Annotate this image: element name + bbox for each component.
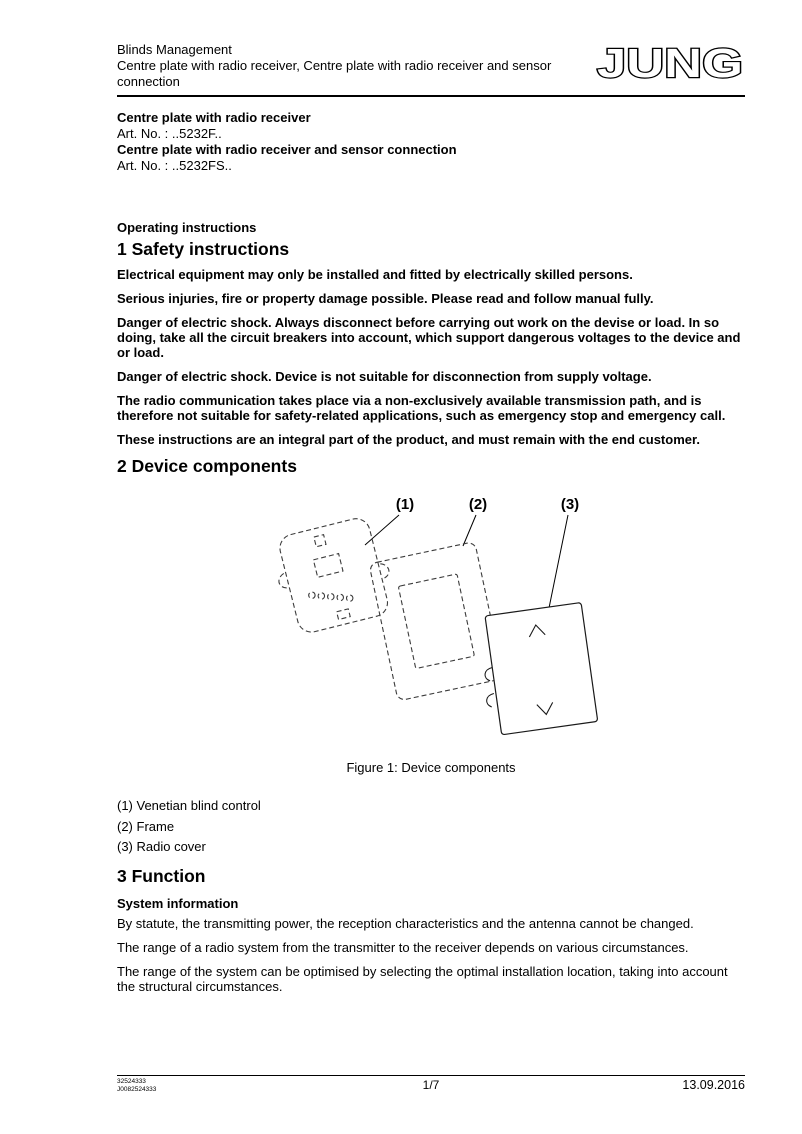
radio-cover-drawing [475,603,598,737]
product-artno-1: Art. No. : ..5232F.. [117,126,222,141]
subheading-system-information: System information [117,896,239,911]
footer-doc-number-2: J0082524333 [117,1085,157,1093]
safety-paragraph: These instructions are an integral part of the product, and must remain with the end customer. [117,432,700,447]
safety-paragraph: Danger of electric shock. Always disconnect before carrying out work on the devise or load. In so doing, take all the circuit breakers into account, which support dangerous voltages to the device and or load. [117,315,741,360]
component-item: (3) Radio cover [117,839,206,854]
footer-page-indicator: 1/7 [422,1078,440,1092]
document-header [117,42,745,97]
leader-line-2 [463,515,476,546]
jung-logo-text: JUNG [597,43,743,83]
footer-doc-number: 32524333 [117,1078,146,1085]
safety-paragraph: Danger of electric shock. Device is not suitable for disconnection from supply voltage. [117,369,652,384]
product-artno-2: Art. No. : ..5232FS.. [117,158,232,173]
header-product-names: Centre plate with radio receiver, Centre plate with radio receiver and sensor connection [117,58,552,89]
header-text-block [117,42,575,90]
jung-logo-graphic [595,43,745,83]
component-legend [117,799,745,854]
product-identification [117,110,745,174]
safety-paragraph: Serious injuries, fire or property damage possible. Please read and follow manual fully. [117,291,654,306]
function-paragraph: By statute, the transmitting power, the reception characteristics and the antenna cannot be changed. [117,916,694,931]
safety-paragraph: Electrical equipment may only be installed and fitted by electrically skilled persons. [117,267,633,282]
figure-label-1: (1) [395,496,415,513]
page-footer [117,1075,745,1093]
component-item: (2) Frame [117,818,175,834]
leader-line-1 [365,515,399,545]
footer-date: 13.09.2016 [682,1078,745,1092]
footer-doc-numbers [117,1078,326,1093]
figure-caption: Figure 1: Device components [346,760,516,775]
jung-logo [595,43,745,83]
figure-label-3: (3) [560,496,580,513]
safety-paragraph: The radio communication takes place via a non-exclusively available transmission path, and is therefore not suitable for safety-related applications, such as emergency stop and emergency call. [117,393,726,423]
cover-clip-bottom [486,694,496,708]
component-item: (1) Venetian blind control [117,798,261,813]
section-heading-safety: 1 Safety instructions [117,239,290,259]
section-heading-components: 2 Device components [117,456,297,476]
figure-label-2: (2) [468,496,488,513]
leader-line-3 [549,515,568,608]
product-name-2: Centre plate with radio receiver and sensor connection [117,142,457,157]
figure-device-components [265,490,615,752]
function-paragraph: The range of a radio system from the transmitter to the receiver depends on various circumstances. [117,940,689,955]
product-name-1: Centre plate with radio receiver [117,110,311,125]
section-heading-function: 3 Function [117,866,206,886]
document-type-label: Operating instructions [117,220,257,235]
function-paragraph: The range of the system can be optimised by selecting the optimal installation location, taking into account the structural circumstances. [117,964,728,994]
frame-drawing [369,542,504,701]
header-product-family: Blinds Management [117,42,232,57]
